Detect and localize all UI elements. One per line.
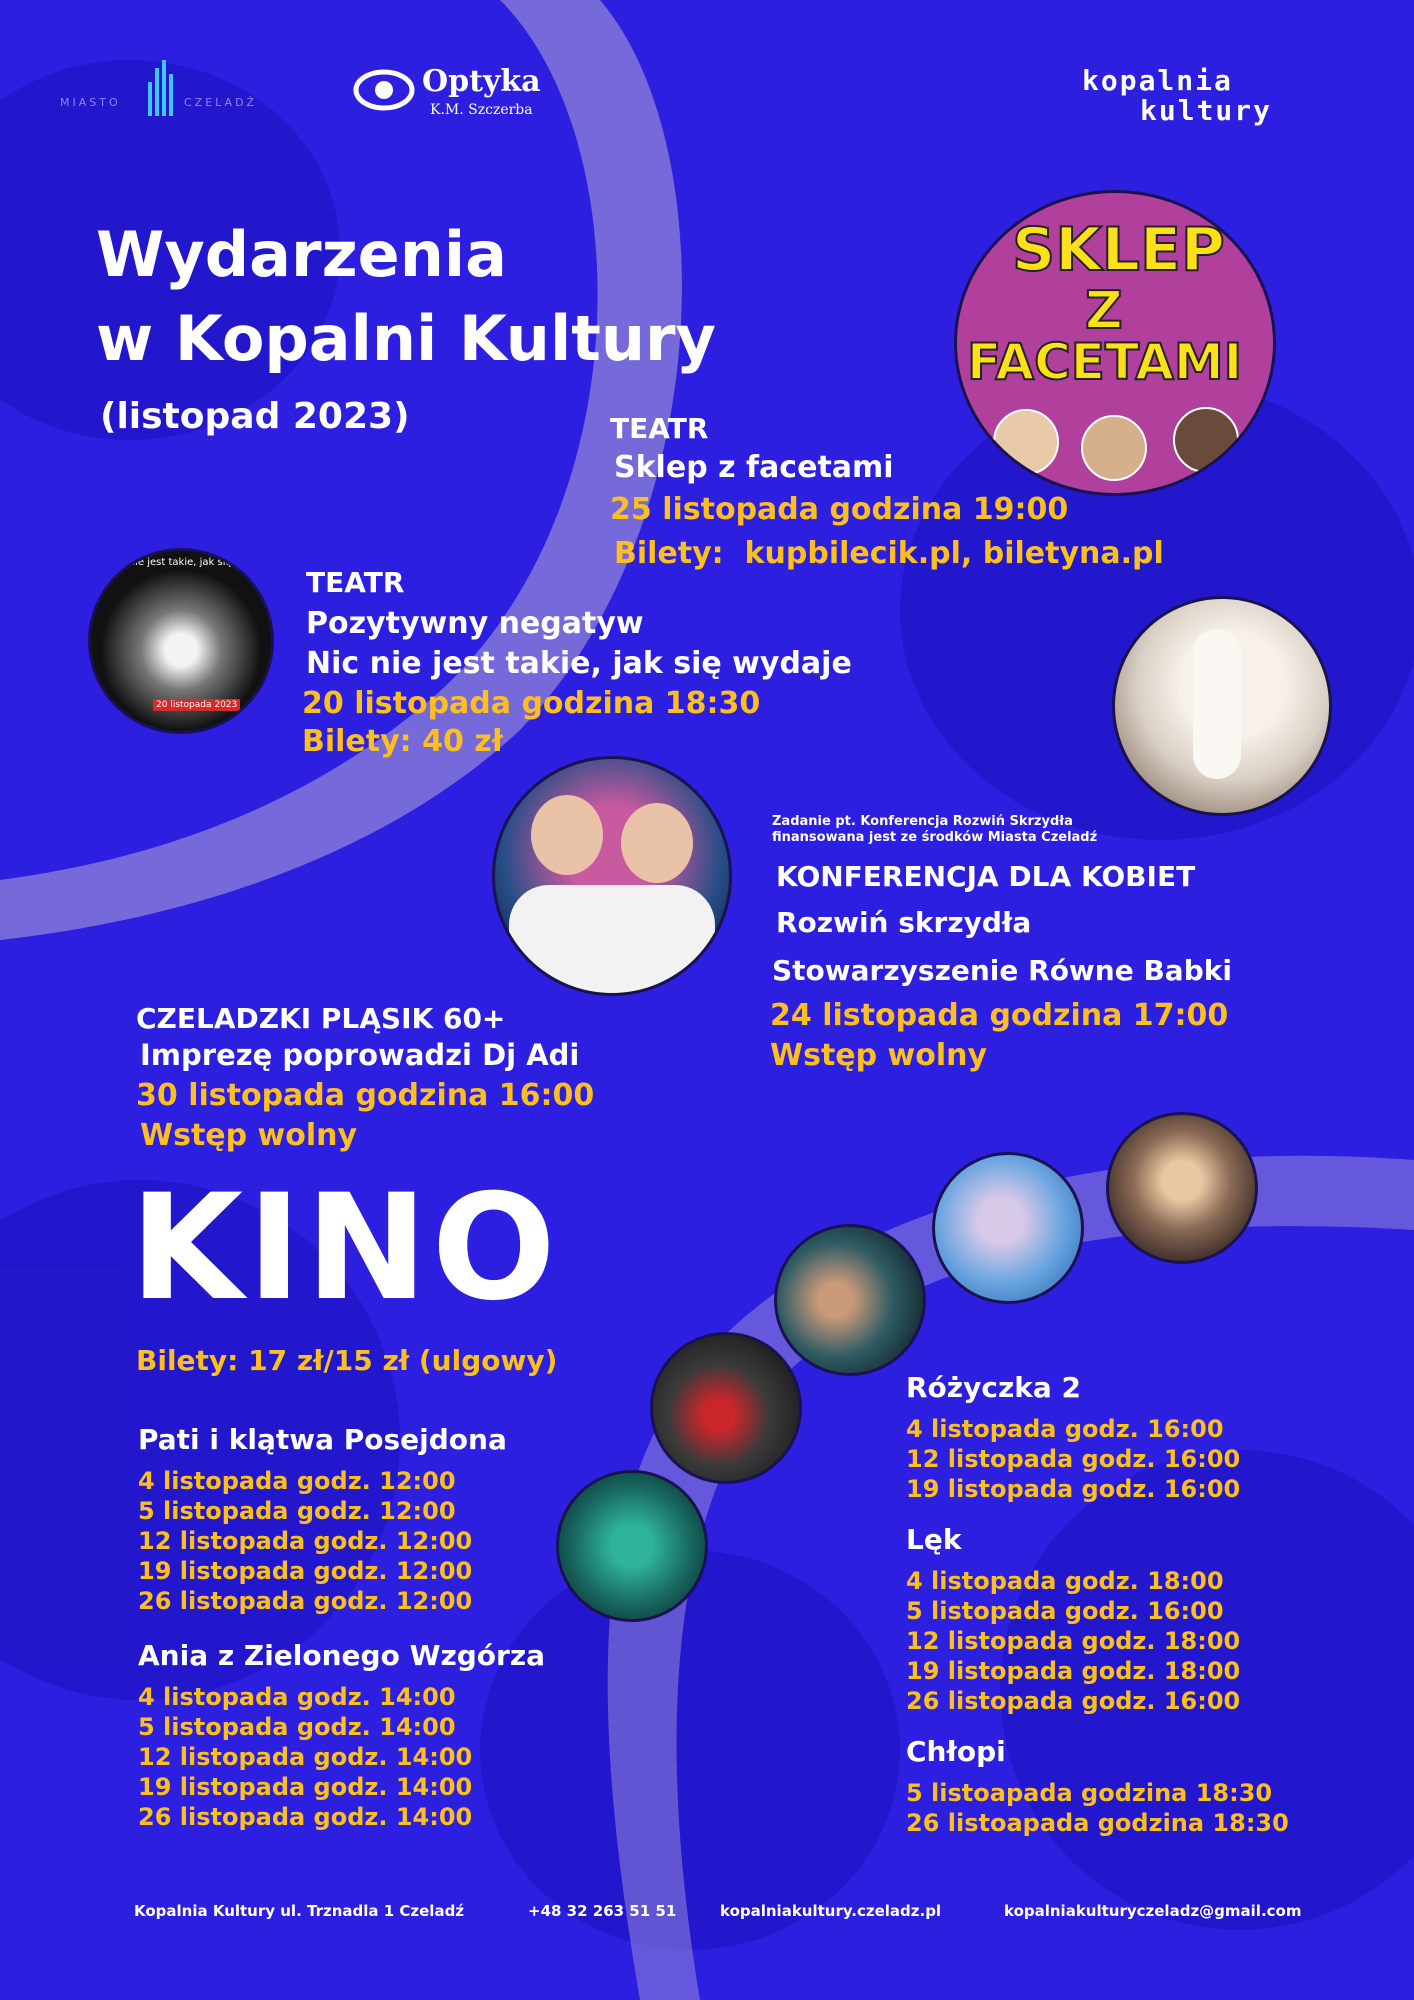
film-title: Ania z Zielonego Wzgórza: [138, 1639, 546, 1672]
konferencja-entry: Wstęp wolny: [770, 1038, 988, 1073]
konferencja-note-line2: finansowana jest ze środków Miasta Czeladź: [772, 830, 1098, 845]
kino-heading: KINO: [130, 1163, 560, 1333]
film-image-animation: [932, 1152, 1084, 1304]
pozytywny-date: 20 listopada godzina 18:30: [302, 686, 761, 721]
skyline-icon: [146, 58, 176, 118]
film-title: Chłopi: [906, 1735, 1006, 1768]
kopalnia-logo-line1: kopalnia: [1082, 64, 1233, 97]
film-image-chlopi: [774, 1224, 926, 1376]
footer-email[interactable]: kopalniakulturyczeladz@gmail.com: [1004, 1902, 1302, 1920]
sklep-poster-image: [954, 190, 1276, 496]
film-showtime: 5 listoapada godzina 18:30: [906, 1779, 1273, 1807]
film-showtime: 26 listoapada godzina 18:30: [906, 1809, 1289, 1837]
sklep-tickets: Bilety: kupbilecik.pl, biletyna.pl: [614, 536, 1164, 571]
film-showtime: 5 listopada godz. 14:00: [138, 1713, 456, 1741]
film-showtime: 26 listopada godz. 14:00: [138, 1803, 473, 1831]
poster-title-facetami: FACETAMI: [967, 333, 1243, 391]
plasik-category: CZELADZKI PLĄSIK 60+: [136, 1002, 506, 1035]
film-schedule: [138, 1682, 545, 1832]
konferencja-title: Rozwiń skrzydła: [776, 906, 1032, 939]
poster-caption: nic nie jest takie, jak się: [111, 557, 232, 568]
optyka-name: Optyka: [422, 64, 541, 99]
pozytywny-category: TEATR: [306, 566, 405, 599]
pozytywny-title: Pozytywny negatyw: [306, 606, 644, 641]
footer-website[interactable]: kopalniakultury.czeladz.pl: [720, 1902, 942, 1920]
film-showtime: 19 listopada godz. 12:00: [138, 1557, 473, 1585]
pozytywny-subtitle: Nic nie jest takie, jak się wydaje: [306, 646, 852, 681]
poster-portrait: [1081, 415, 1147, 481]
film-image-rusalka: [1106, 1112, 1258, 1264]
sklep-date: 25 listopada godzina 19:00: [610, 492, 1069, 527]
miasto-czeladz-logo: [60, 58, 280, 118]
film-title: Pati i klątwa Posejdona: [138, 1423, 507, 1456]
dj-event-image: [492, 756, 732, 996]
miasto-logo-right-text: CZELADŹ: [184, 96, 258, 109]
plasik-title: Imprezę poprowadzi Dj Adi: [140, 1038, 580, 1072]
dj-shirt: [509, 885, 715, 995]
film-showtime: 19 listopada godz. 16:00: [906, 1475, 1241, 1503]
optyka-sub: K.M. Szczerba: [430, 102, 533, 118]
poster-title-sklep: SKLEP: [1012, 215, 1225, 285]
optyka-logo: [352, 62, 552, 122]
film-block: [906, 1370, 1289, 1504]
film-image-rozyczka: [556, 1470, 708, 1622]
film-block: [138, 1638, 545, 1832]
film-showtime: 26 listopada godz. 12:00: [138, 1587, 473, 1615]
film-showtime: 19 listopada godz. 18:00: [906, 1657, 1241, 1685]
film-title: Lęk: [906, 1523, 962, 1556]
plasik-date: 30 listopada godzina 16:00: [136, 1078, 595, 1113]
film-block: [906, 1522, 1289, 1716]
konferencja-image: [1112, 596, 1332, 816]
miasto-logo-left-text: MIASTO: [60, 96, 121, 109]
film-list-right: [906, 1370, 1289, 1856]
woman-figure: [1193, 629, 1241, 779]
page-subtitle: (listopad 2023): [100, 396, 410, 437]
film-showtime: 5 listopada godz. 12:00: [138, 1497, 456, 1525]
konferencja-organizer: Stowarzyszenie Równe Babki: [772, 954, 1232, 987]
dj-figure: [531, 795, 603, 875]
film-showtime: 26 listopada godz. 16:00: [906, 1687, 1241, 1715]
film-image-lek: [650, 1332, 802, 1484]
film-schedule: [906, 1566, 1289, 1716]
page-title-line1: Wydarzenia: [96, 218, 507, 291]
poster-portrait: [993, 409, 1059, 475]
page-title-line2: w Kopalni Kultury: [96, 302, 716, 375]
konferencja-date: 24 listopada godzina 17:00: [770, 998, 1229, 1033]
dj-figure: [621, 803, 693, 883]
film-showtime: 12 listopada godz. 12:00: [138, 1527, 473, 1555]
sklep-category: TEATR: [610, 412, 709, 445]
film-showtime: 12 listopada godz. 18:00: [906, 1627, 1241, 1655]
eye-icon: [352, 62, 416, 118]
pozytywny-poster-image: [88, 548, 274, 734]
kopalnia-logo-line2: kultury: [1140, 94, 1273, 127]
konferencja-category: KONFERENCJA DLA KOBIET: [776, 860, 1196, 893]
film-showtime: 4 listopada godz. 16:00: [906, 1415, 1224, 1443]
film-showtime: 4 listopada godz. 18:00: [906, 1567, 1224, 1595]
pozytywny-tickets: Bilety: 40 zł: [302, 724, 503, 759]
film-showtime: 5 listopada godz. 16:00: [906, 1597, 1224, 1625]
kino-tickets: Bilety: 17 zł/15 zł (ulgowy): [136, 1344, 558, 1377]
plasik-entry: Wstęp wolny: [140, 1118, 358, 1153]
poster-title-z: Z: [1085, 281, 1123, 341]
film-list-left: [138, 1422, 545, 1854]
kopalnia-kultury-logo: [1082, 66, 1272, 126]
footer-phone: +48 32 263 51 51: [528, 1902, 677, 1920]
poster-date: 20 listopada 2023: [153, 699, 240, 711]
film-title: Różyczka 2: [906, 1371, 1081, 1404]
film-showtime: 12 listopada godz. 14:00: [138, 1743, 473, 1771]
sklep-title: Sklep z facetami: [614, 450, 894, 485]
film-schedule: [138, 1466, 545, 1616]
film-showtime: 19 listopada godz. 14:00: [138, 1773, 473, 1801]
film-schedule: [906, 1778, 1289, 1838]
poster-portrait: [1173, 407, 1239, 473]
film-block: [906, 1734, 1289, 1838]
film-block: [138, 1422, 545, 1616]
film-showtime: 4 listopada godz. 14:00: [138, 1683, 456, 1711]
film-showtime: 12 listopada godz. 16:00: [906, 1445, 1241, 1473]
film-schedule: [906, 1414, 1289, 1504]
konferencja-note-line1: Zadanie pt. Konferencja Rozwiń Skrzydła: [772, 814, 1073, 829]
film-showtime: 4 listopada godz. 12:00: [138, 1467, 456, 1495]
footer-address: Kopalnia Kultury ul. Trznadla 1 Czeladź: [134, 1902, 465, 1920]
